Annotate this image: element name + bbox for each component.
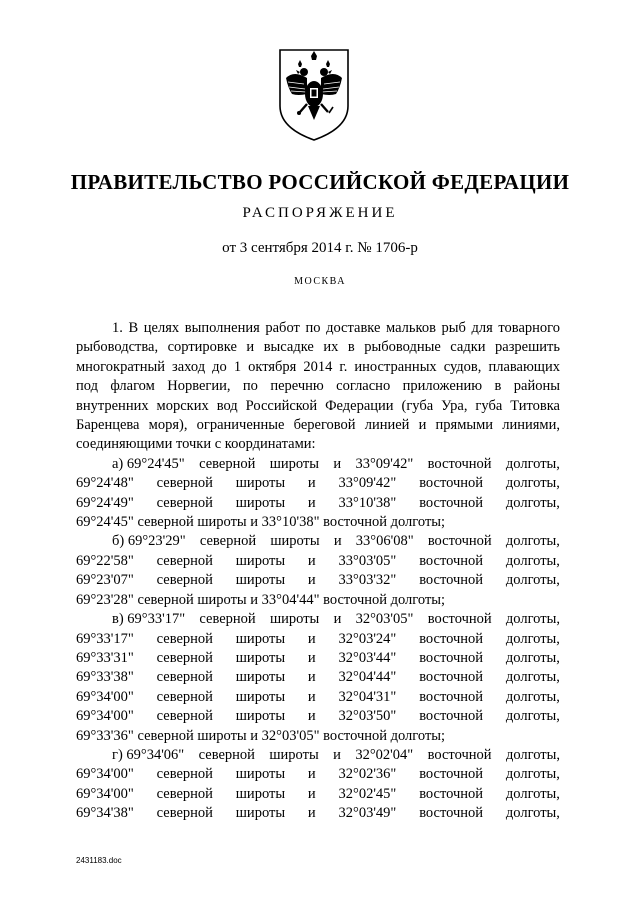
- coordinate-cell: восточной: [419, 805, 484, 822]
- coordinate-cell: широты: [235, 766, 286, 783]
- coordinate-cell: 32°02'45": [338, 785, 397, 802]
- coordinate-cell: и: [307, 630, 316, 647]
- coordinate-cell: и: [307, 688, 316, 705]
- coordinate-row: [76, 765, 560, 784]
- coordinate-cell: 69°34'00": [76, 688, 134, 705]
- coordinate-cell: восточной: [427, 611, 492, 628]
- coordinate-row: [76, 552, 560, 571]
- coordinate-cell: б) 69°23'29": [112, 533, 186, 550]
- coordinate-cell: долготы,: [505, 805, 560, 822]
- coordinate-row: [76, 571, 560, 590]
- coordinate-row: 69°23'28" северной широты и 33°04'44" восточной долготы;: [76, 591, 446, 608]
- coordinate-row: [76, 746, 560, 765]
- coordinate-cell: 33°09'42": [338, 475, 397, 492]
- coordinate-row: [76, 610, 560, 629]
- coordinate-cell: восточной: [419, 688, 484, 705]
- coordinate-cell: и: [333, 746, 341, 763]
- coordinate-cell: широты: [235, 669, 286, 686]
- coordinate-cell: северной: [156, 630, 213, 647]
- coordinate-cell: северной: [156, 649, 213, 666]
- paragraph-line: рыбоводства, сортировке и высадке их в рыбоводные садки разрешить: [76, 339, 560, 356]
- coordinate-cell: долготы,: [505, 552, 560, 569]
- coordinate-cell: 32°03'49": [338, 805, 397, 822]
- coordinate-cell: широты: [235, 572, 286, 589]
- coordinate-cell: долготы,: [505, 785, 560, 802]
- coordinate-cell: 32°02'04": [355, 746, 414, 763]
- coordinate-cell: восточной: [419, 572, 484, 589]
- coordinate-cell: северной: [156, 552, 213, 569]
- paragraph-line: внутренних морских вод Российской Федерации (губа Ура, губа Титовка: [76, 397, 560, 414]
- coordinate-cell: долготы,: [505, 708, 560, 725]
- coordinate-cell: долготы,: [505, 494, 560, 511]
- coordinate-cell: широты: [269, 455, 320, 472]
- coordinate-cell: долготы,: [505, 611, 560, 628]
- coordinate-row: [76, 649, 560, 668]
- coordinate-cell: 32°03'24": [338, 630, 397, 647]
- coordinate-cell: а) 69°24'45": [112, 455, 185, 472]
- coordinate-cell: и: [333, 533, 342, 550]
- coordinate-cell: 69°24'48": [76, 475, 134, 492]
- coordinate-row: [76, 532, 560, 551]
- coordinate-cell: 69°34'00": [76, 785, 134, 802]
- coordinate-cell: северной: [156, 785, 213, 802]
- coordinate-cell: долготы,: [505, 572, 560, 589]
- coordinate-cell: северной: [156, 475, 213, 492]
- coordinate-cell: восточной: [427, 533, 492, 550]
- paragraph-line: Баренцева моря), ограниченные береговой линией и прямыми линиями,: [76, 417, 560, 434]
- coordinate-cell: восточной: [419, 785, 484, 802]
- coordinate-row: [76, 668, 560, 687]
- coordinate-cell: 32°02'36": [338, 766, 397, 783]
- coordinate-cell: долготы,: [505, 688, 560, 705]
- coordinate-cell: 33°10'38": [338, 494, 397, 511]
- coordinate-cell: и: [307, 669, 316, 686]
- coordinate-cell: широты: [235, 649, 286, 666]
- document-date-number: от 3 сентября 2014 г. № 1706-р: [222, 240, 418, 256]
- coordinate-cell: северной: [156, 708, 213, 725]
- coordinate-cell: восточной: [419, 630, 484, 647]
- coordinate-cell: 33°03'05": [338, 552, 397, 569]
- coordinate-cell: и: [307, 785, 316, 802]
- coordinate-cell: долготы,: [505, 455, 560, 472]
- paragraph-line: под флагом Норвегии, по перечню согласно приложению в районы: [76, 378, 560, 395]
- coordinate-cell: северной: [156, 766, 213, 783]
- coordinate-cell: и: [307, 766, 316, 783]
- coordinate-row: 69°24'45" северной широты и 33°10'38" восточной долготы;: [76, 514, 446, 531]
- coordinate-row: [76, 688, 560, 707]
- coordinate-cell: и: [307, 708, 316, 725]
- coordinate-list: [76, 455, 560, 824]
- coordinate-cell: северной: [156, 572, 213, 589]
- file-code: 2431183.doc: [76, 856, 122, 865]
- coordinate-cell: 32°03'50": [338, 708, 397, 725]
- coordinate-cell: широты: [235, 785, 286, 802]
- coordinate-cell: 69°33'31": [76, 649, 134, 666]
- document-body: [76, 319, 560, 824]
- coordinate-cell: восточной: [419, 708, 484, 725]
- coordinate-cell: и: [333, 611, 342, 628]
- coordinate-row: [76, 455, 560, 474]
- coordinate-row: [76, 474, 560, 493]
- coordinate-cell: 69°34'00": [76, 766, 134, 783]
- paragraph-line: 1. В целях выполнения работ по доставке мальков рыб для товарного: [112, 320, 560, 336]
- coordinate-cell: и: [307, 475, 316, 492]
- document-city: МОСКВА: [294, 276, 346, 287]
- coordinate-cell: восточной: [419, 649, 484, 666]
- coordinate-cell: восточной: [419, 552, 484, 569]
- coordinate-cell: широты: [270, 533, 320, 550]
- coordinate-cell: широты: [235, 688, 286, 705]
- coordinate-cell: 69°22'58": [76, 552, 134, 569]
- coordinate-cell: северной: [198, 746, 255, 763]
- coordinate-cell: и: [307, 805, 316, 822]
- coordinate-cell: в) 69°33'17": [112, 611, 186, 628]
- paragraph-line: многократный заход до 1 октября 2014 г. иностранных судов, плавающих: [76, 358, 560, 375]
- coordinate-row: [76, 630, 560, 649]
- coordinate-cell: долготы,: [505, 746, 560, 763]
- coordinate-cell: 33°06'08": [355, 533, 414, 550]
- coordinate-cell: 69°23'07": [76, 572, 134, 589]
- coordinate-cell: северной: [199, 533, 257, 550]
- coordinate-cell: восточной: [419, 494, 484, 511]
- organization-title: ПРАВИТЕЛЬСТВО РОССИЙСКОЙ ФЕДЕРАЦИИ: [70, 170, 570, 194]
- coordinate-cell: 32°04'44": [338, 669, 397, 686]
- coordinate-cell: широты: [235, 708, 286, 725]
- coordinate-cell: 69°33'38": [76, 669, 134, 686]
- coordinate-cell: широты: [269, 746, 319, 763]
- coordinate-row: [76, 707, 560, 726]
- coordinate-row: [76, 804, 560, 823]
- coordinate-row: [76, 785, 560, 804]
- coordinate-cell: долготы,: [505, 630, 560, 647]
- coordinate-cell: 69°34'00": [76, 708, 134, 725]
- coordinate-cell: г) 69°34'06": [112, 746, 185, 763]
- coordinate-cell: широты: [235, 630, 286, 647]
- coordinate-cell: 32°03'05": [355, 611, 414, 628]
- coordinate-cell: и: [333, 455, 342, 472]
- coordinate-cell: долготы,: [505, 533, 560, 550]
- coordinate-cell: северной: [199, 611, 256, 628]
- coordinate-cell: северной: [156, 669, 213, 686]
- coordinate-cell: и: [307, 494, 316, 511]
- coordinate-cell: 69°34'38": [76, 805, 134, 822]
- coordinate-cell: долготы,: [505, 475, 560, 492]
- coordinate-cell: 69°33'17": [76, 630, 134, 647]
- coordinate-cell: северной: [156, 688, 213, 705]
- coordinate-cell: широты: [235, 805, 286, 822]
- coordinate-cell: и: [307, 649, 316, 666]
- coordinate-cell: и: [307, 552, 316, 569]
- paragraph-line: соединяющими точки с координатами:: [76, 436, 316, 453]
- coordinate-cell: долготы,: [505, 669, 560, 686]
- coordinate-cell: восточной: [427, 455, 492, 472]
- coordinate-cell: широты: [269, 611, 320, 628]
- coordinate-cell: восточной: [419, 766, 484, 783]
- coordinate-cell: северной: [199, 455, 256, 472]
- coordinate-cell: широты: [235, 494, 286, 511]
- coordinate-cell: северной: [156, 494, 213, 511]
- coordinate-cell: 32°03'44": [338, 649, 397, 666]
- coordinate-cell: северной: [156, 805, 213, 822]
- coordinate-cell: долготы,: [505, 766, 560, 783]
- coordinate-cell: 69°24'49": [76, 494, 134, 511]
- coordinate-row: 69°33'36" северной широты и 32°03'05" восточной долготы;: [76, 727, 446, 744]
- coordinate-cell: долготы,: [505, 649, 560, 666]
- coordinate-cell: широты: [235, 475, 286, 492]
- document-type: РАСПОРЯЖЕНИЕ: [242, 205, 398, 221]
- coordinate-cell: 32°04'31": [338, 688, 397, 705]
- coordinate-cell: восточной: [427, 746, 492, 763]
- coordinate-cell: 33°03'32": [338, 572, 397, 589]
- coordinate-cell: восточной: [419, 475, 484, 492]
- coordinate-row: [76, 494, 560, 513]
- coordinate-cell: восточной: [419, 669, 484, 686]
- coordinate-cell: и: [307, 572, 316, 589]
- coat-of-arms-emblem: [274, 44, 354, 144]
- coordinate-cell: 33°09'42": [355, 455, 414, 472]
- paragraph-1: [76, 319, 560, 455]
- coordinate-cell: широты: [235, 552, 286, 569]
